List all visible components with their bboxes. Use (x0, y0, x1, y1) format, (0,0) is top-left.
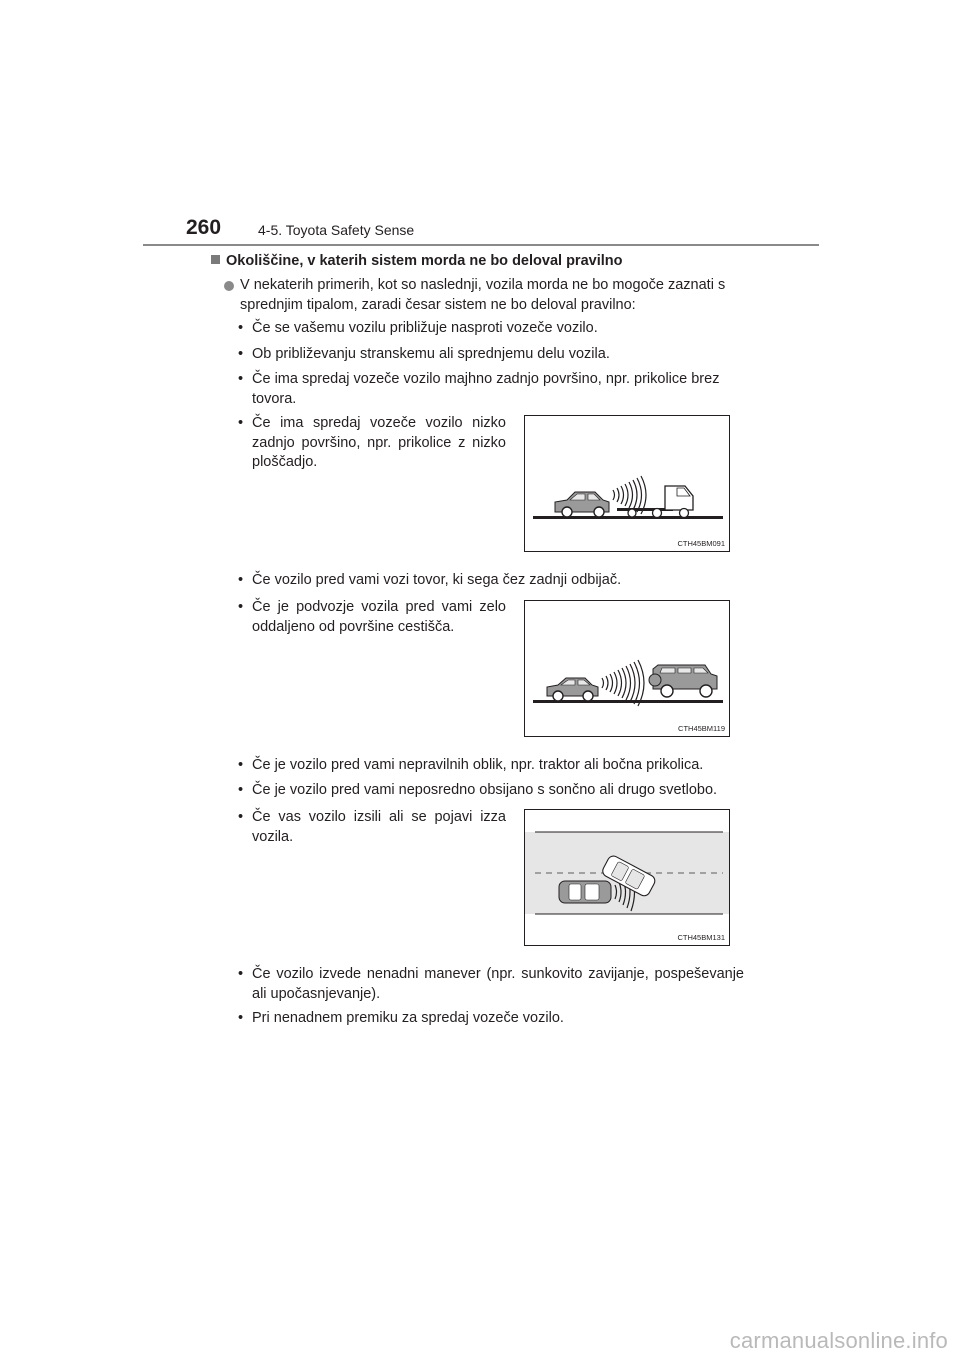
header-divider (143, 244, 819, 246)
list-item (238, 598, 506, 637)
car-following-low-trailer-illustration (525, 416, 730, 552)
list-item-text: Ob približevanju stranskemu ali sprednjemu delu vozila. (252, 346, 610, 362)
heading-text: Okoliščine, v katerih sistem morda ne bo deloval pravilno (226, 253, 623, 269)
figure-high-vehicle (524, 600, 730, 737)
bullet-marker: • (238, 572, 244, 588)
list-item-text: Pri nenadnem premiku za spredaj vozeče vozilo. (252, 1010, 564, 1026)
bullet-marker: • (238, 346, 244, 362)
list-item (238, 756, 758, 776)
list-item-text: Če vas vozilo izsili ali se pojavi izza vozila. (252, 809, 506, 845)
list-item (238, 1009, 758, 1029)
list-item-text: Če je podvozje vozila pred vami zelo oddaljeno od površine cestišča. (252, 599, 506, 635)
list-item (238, 571, 758, 591)
bullet-marker: • (238, 415, 244, 431)
list-item (238, 414, 506, 473)
section-heading (211, 253, 622, 269)
bullet-marker: • (238, 1010, 244, 1026)
list-item-text: Če ima spredaj vozeče vozilo majhno zadnjo površino, npr. prikolice brez tovora. (252, 371, 720, 407)
figure-code: CTH45BM131 (677, 933, 725, 942)
watermark: carmanualsonline.info (729, 1328, 948, 1353)
list-item-text: Če ima spredaj vozeče vozilo nizko zadnjo površino, npr. prikolice z nizko ploščadjo. (252, 415, 506, 470)
section-title: 4-5. Toyota Safety Sense (258, 222, 415, 238)
figure-code: CTH45BM091 (677, 539, 725, 548)
figure-low-trailer (524, 415, 730, 552)
intro-text: V nekaterih primerih, kot so naslednji, vozila morda ne bo mogoče zaznati s sprednjim tipalom, zaradi česar sistem ne bo deloval pravilno: (240, 277, 726, 313)
bullet-marker: • (238, 757, 244, 773)
figure-code: CTH45BM119 (678, 724, 725, 733)
list-item-text: Če vozilo izvede nenadni manever (npr. sunkovito zavijanje, pospeševanje ali upočasnjevanje). (252, 966, 744, 1002)
car-following-high-suv-illustration (525, 601, 730, 737)
round-bullet-icon (224, 281, 234, 291)
square-bullet-icon (211, 255, 220, 264)
list-item (238, 345, 758, 365)
list-item-text: Če se vašemu vozilu približuje nasproti vozeče vozilo. (252, 320, 598, 336)
bullet-marker: • (238, 371, 244, 387)
bullet-marker: • (238, 966, 244, 982)
list-item (238, 319, 758, 339)
figure-cut-in (524, 809, 730, 946)
bullet-marker: • (238, 809, 244, 825)
list-item (238, 808, 506, 847)
list-item (238, 781, 758, 801)
car-cut-in-illustration (525, 810, 730, 946)
list-item-text: Če je vozilo pred vami nepravilnih oblik, npr. traktor ali bočna prikolica. (252, 757, 704, 773)
bullet-marker: • (238, 320, 244, 336)
list-item-text: Če vozilo pred vami vozi tovor, ki sega čez zadnji odbijač. (252, 572, 622, 588)
bullet-marker: • (238, 599, 244, 615)
list-item (238, 965, 744, 1004)
bullet-marker: • (238, 782, 244, 798)
page-number: 260 (186, 216, 222, 239)
list-item-text: Če je vozilo pred vami neposredno obsijano s sončno ali drugo svetlobo. (252, 782, 718, 798)
intro-paragraph (224, 276, 754, 315)
list-item (238, 370, 754, 409)
